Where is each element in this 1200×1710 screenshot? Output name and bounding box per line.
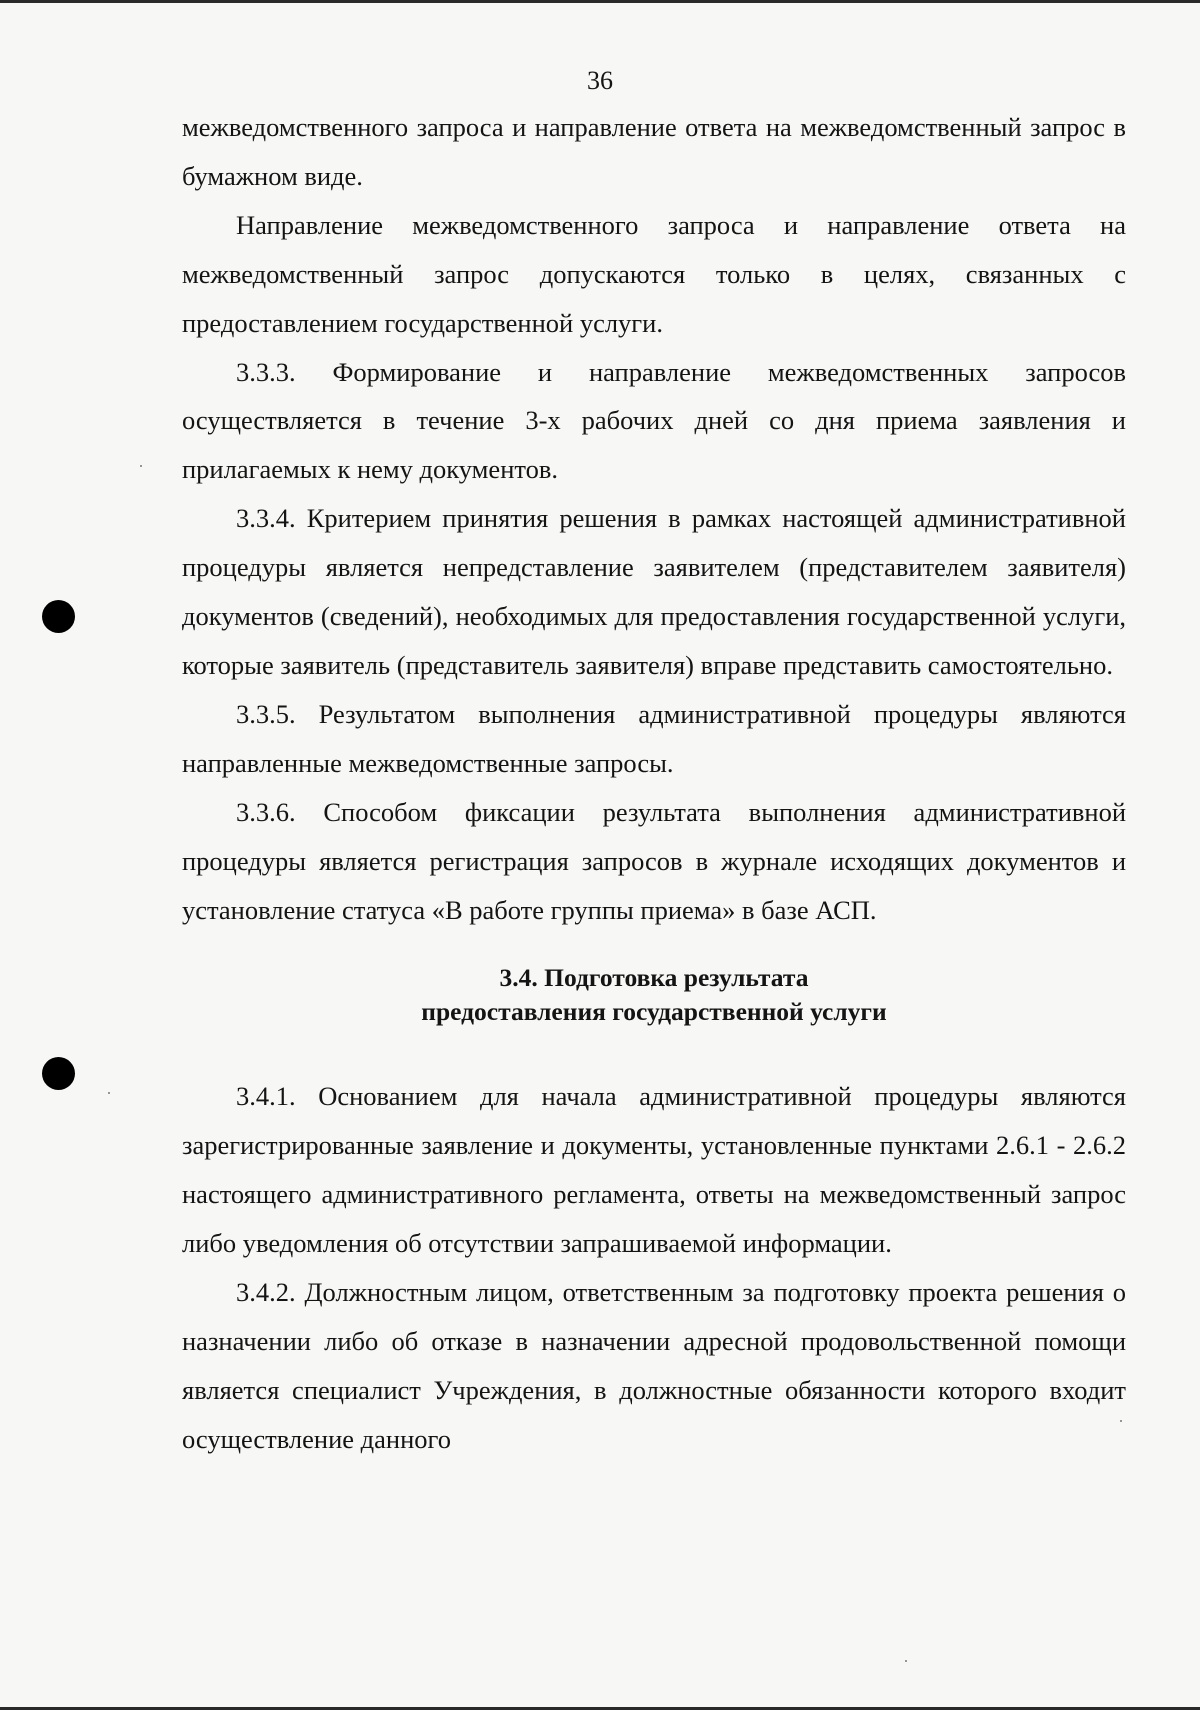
scan-top-edge	[0, 0, 1200, 3]
scan-speck	[108, 1092, 110, 1094]
punch-hole	[42, 600, 75, 633]
section-heading-line-2: предоставления государственной услуги	[421, 997, 887, 1027]
paragraph-3-3-4: 3.3.4. Критерием принятия решения в рамках настоящей административной процедуры является непредставление заявителем (представителем заявителя) документов (сведений), необходимых для предоставления государственной услуги, которые заявитель (представитель заявителя) вправе представить самостоятельно.	[182, 503, 1126, 680]
paragraph-3-3-6: 3.3.6. Способом фиксации результата выполнения административной процедуры является регистрация запросов в журнале исходящих документов и установление статуса «В работе группы приема» в базе АСП.	[182, 796, 1126, 925]
paragraph: Направление межведомственного запроса и направление ответа на межведомственный запрос допускаются только в целях, связанных с предоставлением государственной услуги.	[182, 209, 1126, 338]
scan-speck	[1120, 1420, 1122, 1422]
document-body	[182, 103, 1126, 1464]
paragraph-3-3-3: 3.3.3. Формирование и направление межведомственных запросов осуществляется в течение 3-х рабочих дней со дня приема заявления и прилагаемых к нему документов.	[182, 356, 1126, 485]
scan-speck	[905, 1660, 907, 1662]
scan-speck	[140, 465, 142, 467]
paragraph-3-3-5: 3.3.5. Результатом выполнения административной процедуры являются направленные межведомственные запросы.	[182, 698, 1126, 778]
paragraph: межведомственного запроса и направление ответа на межведомственный запрос в бумажном виде.	[182, 112, 1126, 191]
paragraph-3-4-2: 3.4.2. Должностным лицом, ответственным за подготовку проекта решения о назначении либо об отказе в назначении адресной продовольственной помощи является специалист Учреждения, в должностные обязанности которого входит осуществление данного	[182, 1277, 1126, 1454]
paragraph-3-4-1: 3.4.1. Основанием для начала административной процедуры являются зарегистрированные заявление и документы, установленные пунктами 2.6.1 - 2.6.2 настоящего административного регламента, ответы на межведомственный запрос либо уведомления об отсутствии запрашиваемой информации.	[182, 1081, 1126, 1259]
punch-hole	[42, 1057, 75, 1090]
page-number: 36	[587, 66, 613, 95]
section-heading	[182, 961, 1126, 1029]
section-heading-line-1: 3.4. Подготовка результата	[499, 963, 809, 993]
